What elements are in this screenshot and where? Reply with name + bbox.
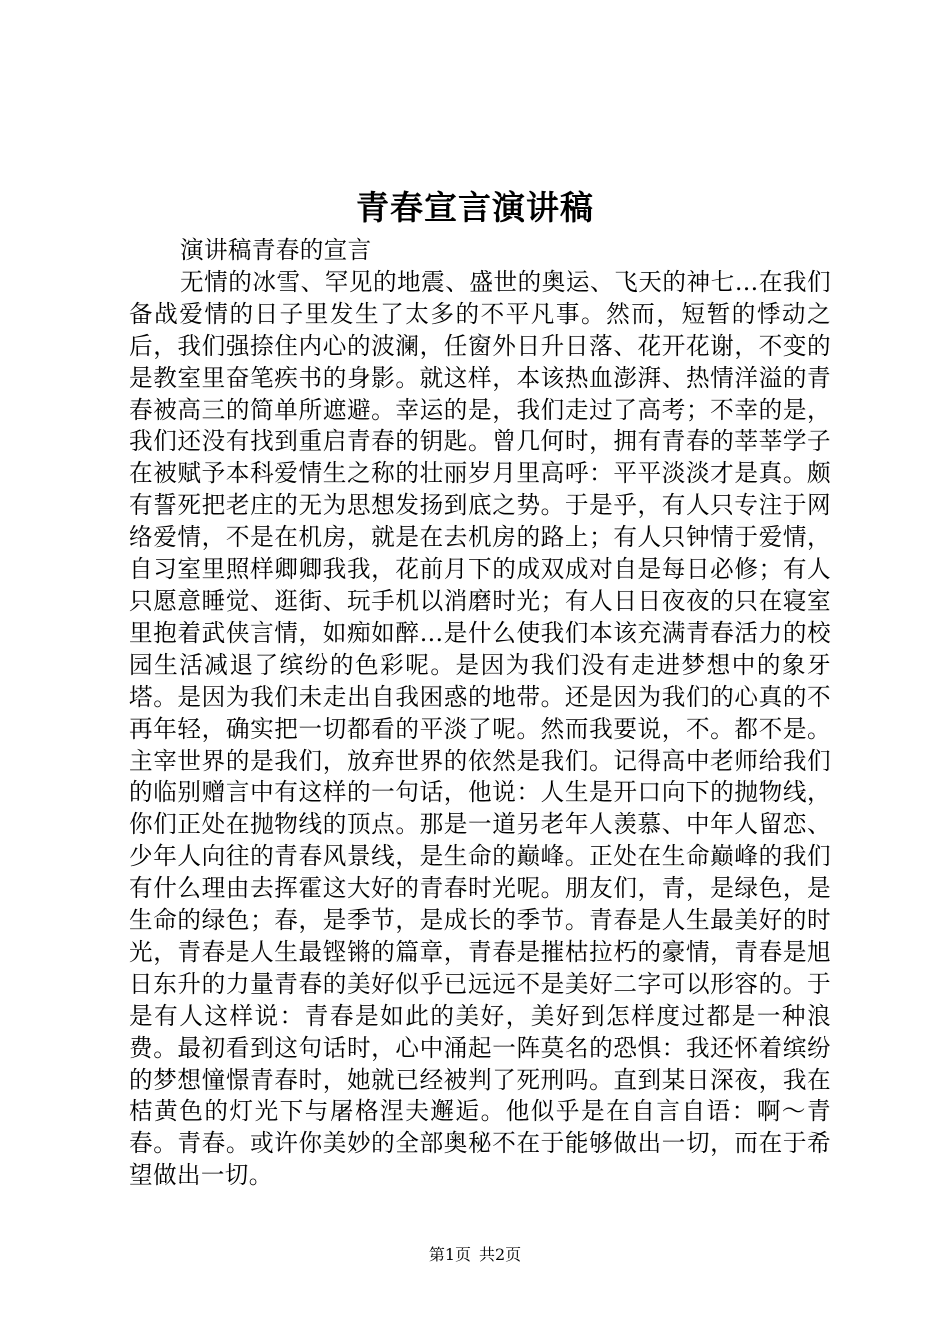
document-title: 青春宣言演讲稿 [356,188,594,227]
body-paragraph: 无情的冰雪、罕见的地震、盛世的奥运、飞天的神七…在我们备战爱情的日子里发生了太多的不平凡事。然而，短暂的悸动之后，我们强捺住内心的波澜，任窗外日升日落、花开花谢，不变的是教室里奋笔疾书的身影。就这样，本该热血澎湃、热情洋溢的青春被高三的简单所遮避。幸运的是，我们走过了高考；不幸的是，我们还没有找到重启青春的钥匙。曾几何时，拥有青春的莘莘学子在被赋予本科爱情生之称的壮丽岁月里高呼：平平淡淡才是真。颇有誓死把老庄的无为思想发扬到底之势。于是乎，有人只专注于网络爱情，不是在机房，就是在去机房的路上；有人只钟情于爱情，自习室里照样卿卿我我，花前月下的成双成对自是每日必修；有人只愿意睡觉、逛街、玩手机以消磨时光；有人日日夜夜的只在寝室里抱着武侠言情，如痴如醉…是什么使我们本该充满青春活力的校园生活减退了缤纷的色彩呢。是因为我们没有走进梦想中的象牙塔。是因为我们未走出自我困惑的地带。还是因为我们的心真的不再年轻，确实把一切都看的平淡了呢。然而我要说，不。都不是。主宰世界的是我们，放弃世界的依然是我们。记得高中老师给我们的临别赠言中有这样的一句话，他说：人生是开口向下的抛物线，你们正处在抛物线的顶点。那是一道另老年人羡慕、中年人留恋、少年人向往的青春风景线，是生命的巅峰。正处在生命巅峰的我们有什么理由去挥霍这大好的青春时光呢。朋友们，青，是绿色，是生命的绿色；春，是季节，是成长的季节。青春是人生最美好的时光，青春是人生最铿锵的篇章，青春是摧枯拉朽的豪情，青春是旭日东升的力量青春的美好似乎已远远不是美好二字可以形容的。于是有人这样说：青春是如此的美好，美好到怎样度过都是一种浪费。最初看到这句话时，心中涌起一阵莫名的恐惧：我还怀着缤纷的梦想憧憬青春时，她就已经被判了死刑吗。直到某日深夜，我在桔黄色的灯光下与屠格涅夫邂逅。他似乎是在自言自语：啊～青春。青春。或许你美妙的全部奥秘不在于能够做出一切，而在于希望做出一切。 [129,267,831,1190]
page-total: 共2页 [479,1245,522,1264]
document-body [129,235,831,1192]
page-number: 第1页 [428,1245,471,1264]
document-subtitle: 演讲稿青春的宣言 [180,236,372,264]
page-footer [0,1244,950,1266]
